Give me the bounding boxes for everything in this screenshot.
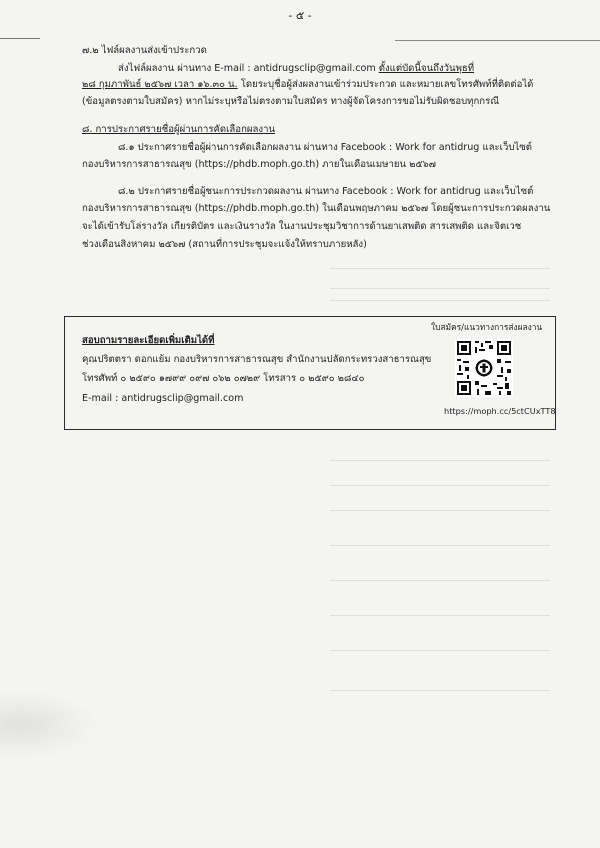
- scan-smudge: [0, 690, 100, 760]
- bleed-line: [330, 690, 550, 691]
- section-8-1-line2: กองบริหารการสาธารณสุข (https://phdb.moph.go.th) ภายในเดือนเมษายน ๒๕๖๗: [82, 159, 436, 170]
- bleed-line: [330, 510, 550, 511]
- page-number: - ๕ -: [288, 9, 312, 22]
- bleed-line: [330, 615, 550, 616]
- bleed-line: [330, 300, 550, 301]
- section-8-heading: ๘. การประกาศรายชื่อผู้ผ่านการคัดเลือกผลงาน: [82, 124, 276, 135]
- deadline-text-start: ตั้งแต่บัดนี้จนถึงวันพุธที่: [378, 63, 475, 74]
- section-7-2-line3: (ข้อมูลตรงตามใบสมัคร) หากไม่ระบุหรือไม่ตรงตามใบสมัคร ทางผู้จัดโครงการขอไม่รับผิดชอบทุกกรณี: [82, 96, 500, 107]
- section-7-2-heading: ๗.๒ ไฟล์ผลงานส่งเข้าประกวด: [82, 45, 207, 56]
- qr-url[interactable]: https://moph.cc/5ctCUxTT8: [444, 406, 556, 416]
- contact-person: คุณปริตตรา ดอกแย้ม กองบริหารการสาธารณสุข สำนักงานปลัดกระทรวงสาธารณสุข: [82, 354, 432, 365]
- contact-email: E-mail : antidrugsclip@gmail.com: [82, 393, 244, 404]
- bleed-line: [330, 288, 550, 289]
- qr-code-icon[interactable]: [455, 339, 513, 397]
- submission-email-text: ส่งไฟล์ผลงาน ผ่านทาง E-mail : antidrugsclip@gmail.com: [118, 63, 379, 74]
- section-7-2-line2: [82, 79, 533, 91]
- bleed-line: [330, 485, 550, 486]
- contact-phone: โทรศัพท์ ๐ ๒๕๙๐ ๑๗๙๙ ๐๙๗ ๐๖๒ ๐๗๒๙ โทรสาร ๐ ๒๕๙๐ ๒๘๔๐: [82, 373, 365, 384]
- bleed-line: [330, 580, 550, 581]
- top-rule-right: [395, 40, 600, 41]
- section-8-2-line2: กองบริหารการสาธารณสุข (https://phdb.moph.go.th) ในเดือนพฤษภาคม ๒๕๖๗ โดยผู้ชนะการประกวดผลงาน: [82, 203, 551, 214]
- section-8-2-line4: ช่วงเดือนสิงหาคม ๒๕๖๗ (สถานที่การประชุมจะแจ้งให้ทราบภายหลัง): [82, 239, 367, 250]
- section-8-1-line1: ๘.๑ ประกาศรายชื่อผู้ผ่านการคัดเลือกผลงาน ผ่านทาง Facebook : Work for antidrug และเว็บไซต์: [118, 142, 532, 153]
- contact-title: สอบถามรายละเอียดเพิ่มเติมได้ที่: [82, 335, 215, 346]
- section-8-2-line1: ๘.๒ ประกาศรายชื่อผู้ชนะการประกวดผลงาน ผ่านทาง Facebook : Work for antidrug และเว็บไซต์: [118, 186, 534, 197]
- bleed-line: [330, 545, 550, 546]
- deadline-text-end: ๒๘ กุมภาพันธ์ ๒๕๖๗ เวลา ๑๖.๓๐ น.: [82, 79, 238, 90]
- section-8-2-line3: จะได้เข้ารับโล่รางวัล เกียรติบัตร และเงินรางวัล ในงานประชุมวิชาการด้านยาเสพติด สารเสพติด และจิตเวช: [82, 221, 522, 232]
- bleed-line: [330, 650, 550, 651]
- qr-caption: ใบสมัคร/แนวทางการส่งผลงาน: [431, 322, 543, 332]
- submission-requirements: โดยระบุชื่อผู้ส่งผลงานเข้าร่วมประกวด และหมายเลขโทรศัพท์ที่ติดต่อได้: [237, 79, 534, 90]
- section-7-2-line1: [118, 63, 474, 75]
- bleed-line: [330, 268, 550, 269]
- bleed-line: [330, 460, 550, 461]
- top-rule-left: [0, 38, 40, 39]
